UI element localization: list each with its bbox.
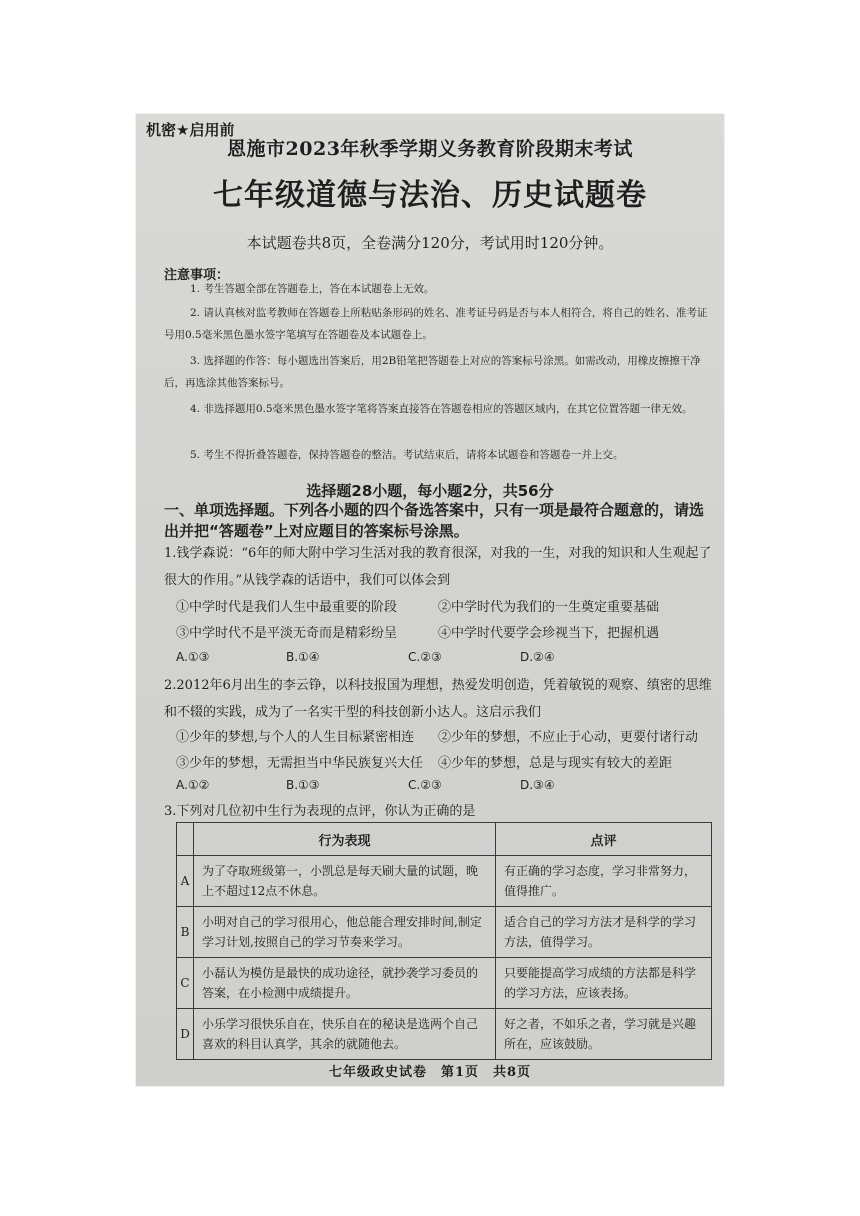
table-header-blank [177, 823, 194, 856]
question-1-stem: 1.钱学森说：“6年的师大附中学习生活对我的教育很深，对我的一生，对我的知识和人生观起了很大的作用。”从钱学森的话语中，我们可以体会到 [164, 546, 712, 588]
question-2-choice-c: C.②③ [408, 778, 442, 792]
row-behavior: 小磊认为模仿是最快的成功途径，就抄袭学习委员的答案，在小检测中成绩提升。 [194, 958, 496, 1009]
question-1-choice-c: C.②③ [408, 650, 442, 664]
row-comment: 有正确的学习态度，学习非常努力，值得推广。 [496, 856, 712, 907]
note-item: 1. 考生答题全部在答题卷上，答在本试题卷上无效。 [190, 283, 435, 295]
row-behavior: 小明对自己的学习很用心，他总能合理安排时间,制定学习计划,按照自己的学习节奏来学习。 [194, 907, 496, 958]
paper-content [136, 114, 724, 1086]
row-comment: 只要能提高学习成绩的方法都是科学的学习方法，应该表扬。 [496, 958, 712, 1009]
row-behavior: 小乐学习很快乐自在，快乐自在的秘诀是选两个自己喜欢的科目认真学，其余的就随他去。 [194, 1009, 496, 1060]
question-1-statement: ①中学时代是我们人生中最重要的阶段 [176, 600, 398, 615]
row-letter: D [177, 1009, 194, 1060]
question-2-statement: ③少年的梦想，无需担当中华民族复兴大任 [176, 756, 424, 771]
question-1-statement: ②中学时代为我们的一生奠定重要基础 [438, 600, 660, 615]
question-1-statement: ③中学时代不是平淡无奇而是精彩纷呈 [176, 626, 398, 641]
question-1-choice-a: A.①③ [176, 650, 210, 664]
row-comment: 好之者，不如乐之者，学习就是兴趣所在，应该鼓励。 [496, 1009, 712, 1060]
exam-paper [136, 114, 724, 1086]
question-2-statement: ②少年的梦想，不应止于心动，更要付诸行动 [438, 730, 699, 745]
question-1-choice-d: D.②④ [520, 650, 555, 664]
row-behavior: 为了夺取班级第一，小凯总是每天刷大量的试题，晚上不超过12点不休息。 [194, 856, 496, 907]
question-1-choice-b: B.①④ [286, 650, 320, 664]
section-heading: 一、单项选择题。下列各小题的四个备选答案中，只有一项是最符合题意的，请选出并把“答题卷”上对应题目的答案标号涂黑。 [164, 501, 705, 540]
note-item: 5. 考生不得折叠答题卷，保持答题卷的整洁。考试结束后，请将本试题卷和答题卷一并上交。 [190, 449, 624, 461]
question-1-statement: ④中学时代要学会珍视当下，把握机遇 [438, 626, 660, 641]
question-3-stem: 3.下列对几位初中生行为表现的点评，你认为正确的是 [164, 804, 476, 819]
question-2-statement: ④少年的梦想，总是与现实有较大的差距 [438, 756, 673, 771]
table-header-row [177, 823, 712, 856]
question-2-stem: 2.2012年6月出生的李云铮，以科技报国为理想，热爱发明创造，凭着敏锐的观察、缜密的思维和不辍的实践，成为了一名实干型的科技创新小达人。这启示我们 [164, 678, 712, 720]
note-item: 3. 选择题的作答：每小题选出答案后，用2B铅笔把答题卷上对应的答案标号涂黑。如需改动，用橡皮擦擦干净后，再选涂其他答案标号。 [164, 355, 701, 389]
row-letter: B [177, 907, 194, 958]
table-header-behavior: 行为表现 [194, 823, 496, 856]
exam-info: 本试题卷共8页，全卷满分120分，考试用时120分钟。 [246, 234, 614, 252]
question-3-table [176, 822, 712, 1060]
exam-title-line2: 七年级道德与法治、历史试题卷 [213, 178, 647, 213]
note-item: 4. 非选择题用0.5毫米黑色墨水签字笔将答案直接答在答题卷相应的答题区域内，在其它位置答题一律无效。 [190, 403, 693, 415]
question-2-choice-b: B.①③ [286, 778, 320, 792]
question-2-choice-d: D.③④ [520, 778, 555, 792]
row-comment: 适合自己的学习方法才是科学的学习方法，值得学习。 [496, 907, 712, 958]
page-footer: 七年级政史试卷 第1页 共8页 [328, 1065, 532, 1080]
note-item: 2. 请认真核对监考教师在答题卷上所粘贴条形码的姓名、准考证号码是否与本人相符合，将自己的姓名、准考证号用0.5毫米黑色墨水签字笔填写在答题卷及本试题卷上。 [164, 307, 708, 341]
table-row [177, 856, 712, 907]
row-letter: A [177, 856, 194, 907]
table-row [177, 958, 712, 1009]
table-row [177, 1009, 712, 1060]
confidential-label: 机密★启用前 [146, 121, 235, 139]
table-row [177, 907, 712, 958]
exam-title-line1: 恩施市2023年秋季学期义务教育阶段期末考试 [227, 138, 633, 160]
row-letter: C [177, 958, 194, 1009]
section-summary: 选择题28小题，每小题2分，共56分 [306, 482, 554, 500]
question-2-statement: ①少年的梦想,与个人的人生目标紧密相连 [176, 730, 415, 745]
notes-title: 注意事项： [164, 268, 230, 283]
question-2-choice-a: A.①② [176, 778, 210, 792]
table-header-comment: 点评 [496, 823, 712, 856]
